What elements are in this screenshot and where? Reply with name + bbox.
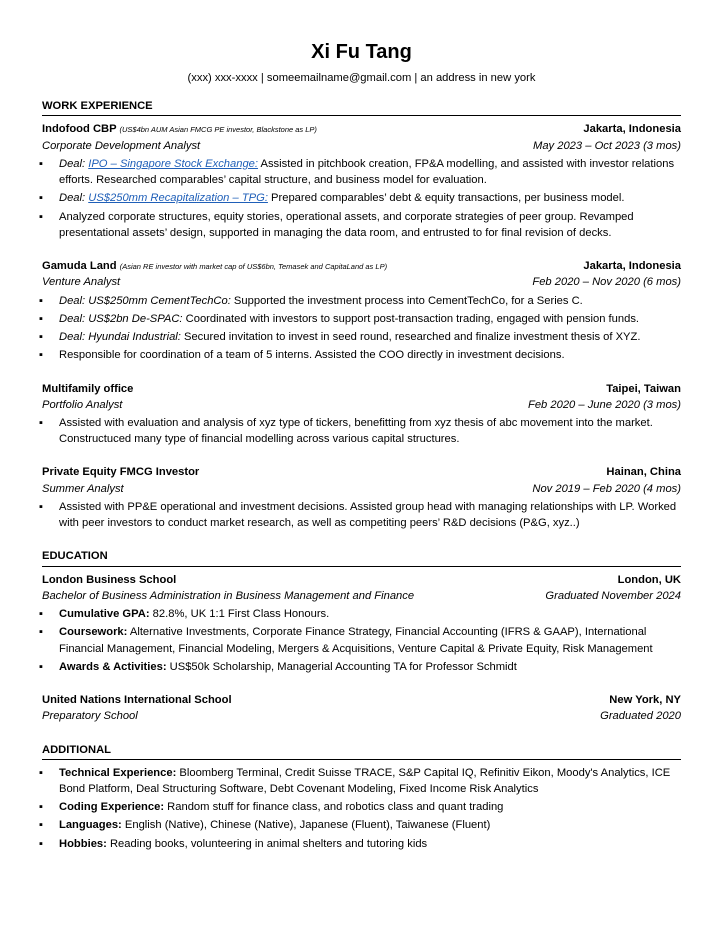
section-title-additional: ADDITIONAL <box>42 742 681 760</box>
list-item: ▪ Hobbies: Reading books, volunteering in animal shelters and tutoring kids <box>42 836 681 852</box>
bullet-list <box>39 415 681 447</box>
work-entry-indofood <box>39 121 681 241</box>
bullet-list <box>39 765 681 852</box>
education-section <box>39 548 681 724</box>
role-title: Corporate Development Analyst <box>42 139 201 152</box>
location: Jakarta, Indonesia <box>583 123 681 136</box>
bullet-icon: ▪ <box>39 349 43 362</box>
work-entry-pe-fmcg <box>39 464 681 531</box>
location: London, UK <box>617 573 681 586</box>
contact-line: (xxx) xxx-xxxx | someemailname@gmail.com | an address in new york <box>187 72 536 84</box>
list-item: ▪ Cumulative GPA: 82.8%, UK 1:1 First Class Honours. <box>42 606 681 622</box>
deal-link[interactable]: IPO – Singapore Stock Exchange: <box>88 157 259 170</box>
list-item: ▪ Awards & Activities: US$50k Scholarship, Managerial Accounting TA for Professor Schmidt <box>42 659 681 675</box>
bullet-icon: ▪ <box>39 801 43 814</box>
location: Jakarta, Indonesia <box>583 260 681 273</box>
bullet-icon: ▪ <box>39 837 43 850</box>
dates: May 2023 – Oct 2023 (3 mos) <box>533 139 681 152</box>
role-title: Summer Analyst <box>42 482 124 495</box>
bullet-list <box>39 499 681 531</box>
list-item: ▪ Deal: IPO – Singapore Stock Exchange: Assisted in pitchbook creation, FP&A modelling, and assisted with investor relations efforts. Researched comparables’ capital structure, and business model for evaluation. <box>42 156 681 188</box>
bullet-icon: ▪ <box>39 210 43 223</box>
list-item: ▪ Deal: US$250mm Recapitalization – TPG: Prepared comparables’ debt & equity transactions, per business model. <box>42 190 681 206</box>
additional-section <box>39 742 681 852</box>
bullet-icon: ▪ <box>39 608 43 621</box>
org-name: London Business School <box>42 573 177 586</box>
org-name: Multifamily office <box>42 382 134 395</box>
bullet-icon: ▪ <box>39 331 43 344</box>
list-item: ▪ Technical Experience: Bloomberg Terminal, Credit Suisse TRACE, S&P Capital IQ, Refinitiv Eikon, Moody's Analytics, ICE Bond Platform, Deal Structuring Software, Debt Covenant Modeling, Fixed Income Risk Analytics <box>42 765 681 797</box>
deal-link[interactable]: US$250mm Recapitalization – TPG: <box>88 192 268 205</box>
list-item: ▪ Assisted with evaluation and analysis of xyz type of tickers, benefitting from xyz thesis of abc movement into the market. Constructuced many type of financial modelling across various capital structures. <box>42 415 681 447</box>
dates: Graduated 2020 <box>600 710 681 723</box>
section-title-work: WORK EXPERIENCE <box>42 98 681 116</box>
org-note: (US$4bn AUM Asian FMCG PE investor, Blackstone as LP) <box>119 125 317 135</box>
bullet-list <box>39 606 681 675</box>
list-item: ▪ Deal: US$250mm CementTechCo: Supported the investment process into CementTechCo, for a Series C. <box>42 293 681 309</box>
bullet-icon: ▪ <box>39 294 43 307</box>
resume-name: Xi Fu Tang <box>311 41 412 63</box>
bullet-icon: ▪ <box>39 157 43 170</box>
list-item: ▪ Deal: Hyundai Industrial: Secured invitation to invest in seed round, researched and finalize investment thesis of XYZ. <box>42 329 681 345</box>
org-name: Private Equity FMCG Investor <box>42 466 200 479</box>
bullet-list <box>39 293 681 364</box>
bullet-list <box>39 156 681 241</box>
bullet-icon: ▪ <box>39 312 43 325</box>
location: Taipei, Taiwan <box>606 382 681 395</box>
degree-title: Bachelor of Business Administration in Business Management and Finance <box>42 589 415 602</box>
org-name: Gamuda Land (Asian RE investor with market cap of US$6bn, Temasek and CapitaLand as LP) <box>42 260 388 273</box>
work-entry-gamuda <box>39 258 681 363</box>
list-item: ▪ Coursework: Alternative Investments, Corporate Finance Strategy, Financial Accounting (IFRS & GAAP), International Financial Management, Financial Modeling, Mergers & Acquisitions, Venture Capital & Private Equity, Risk Management <box>42 624 681 656</box>
list-item: ▪ Assisted with PP&E operational and investment decisions. Assisted group head with managing relationships with LP. Worked with peer investors to conduct market research, as well as competiting peers’ R&D decisions (P&G, xyz..) <box>42 499 681 531</box>
list-item: ▪ Languages: English (Native), Chinese (Native), Japanese (Fluent), Taiwanese (Fluent) <box>42 817 681 833</box>
list-item: ▪ Analyzed corporate structures, equity stories, operational assets, and corporate strategies of peer group. Revamped presentational assets’ design, supported in managing the data room, and entrusted to for final revision of decks. <box>42 209 681 241</box>
org-note: (Asian RE investor with market cap of US$6bn, Temasek and CapitaLand as LP) <box>119 262 388 272</box>
bullet-icon: ▪ <box>39 819 43 832</box>
bullet-icon: ▪ <box>39 416 43 429</box>
org-name: United Nations International School <box>42 694 232 707</box>
dates: Feb 2020 – June 2020 (3 mos) <box>528 398 681 411</box>
role-title: Venture Analyst <box>42 276 121 289</box>
role-title: Portfolio Analyst <box>42 398 123 411</box>
education-entry-lbs <box>39 572 681 675</box>
section-title-education: EDUCATION <box>42 548 681 566</box>
bullet-icon: ▪ <box>39 660 43 673</box>
bullet-icon: ▪ <box>39 192 43 205</box>
list-item: ▪ Responsible for coordination of a team of 5 interns. Assisted the COO directly in investment decisions. <box>42 347 681 363</box>
bullet-icon: ▪ <box>39 500 43 513</box>
bullet-icon: ▪ <box>39 626 43 639</box>
work-entry-multifamily <box>39 381 681 448</box>
org-name: Indofood CBP (US$4bn AUM Asian FMCG PE investor, Blackstone as LP) <box>42 123 317 136</box>
dates: Nov 2019 – Feb 2020 (4 mos) <box>532 482 681 495</box>
dates: Feb 2020 – Nov 2020 (6 mos) <box>532 276 681 289</box>
dates: Graduated November 2024 <box>545 589 681 602</box>
list-item: ▪ Deal: US$2bn De-SPAC: Coordinated with investors to support post-transaction trading, engaged with pension funds. <box>42 311 681 327</box>
education-entry-unis <box>42 692 681 724</box>
list-item: ▪ Coding Experience: Random stuff for finance class, and robotics class and quant trading <box>42 799 681 815</box>
location: Hainan, China <box>606 466 681 479</box>
location: New York, NY <box>609 694 681 707</box>
degree-title: Preparatory School <box>42 710 138 723</box>
bullet-icon: ▪ <box>39 766 43 779</box>
work-experience-section <box>39 98 681 531</box>
